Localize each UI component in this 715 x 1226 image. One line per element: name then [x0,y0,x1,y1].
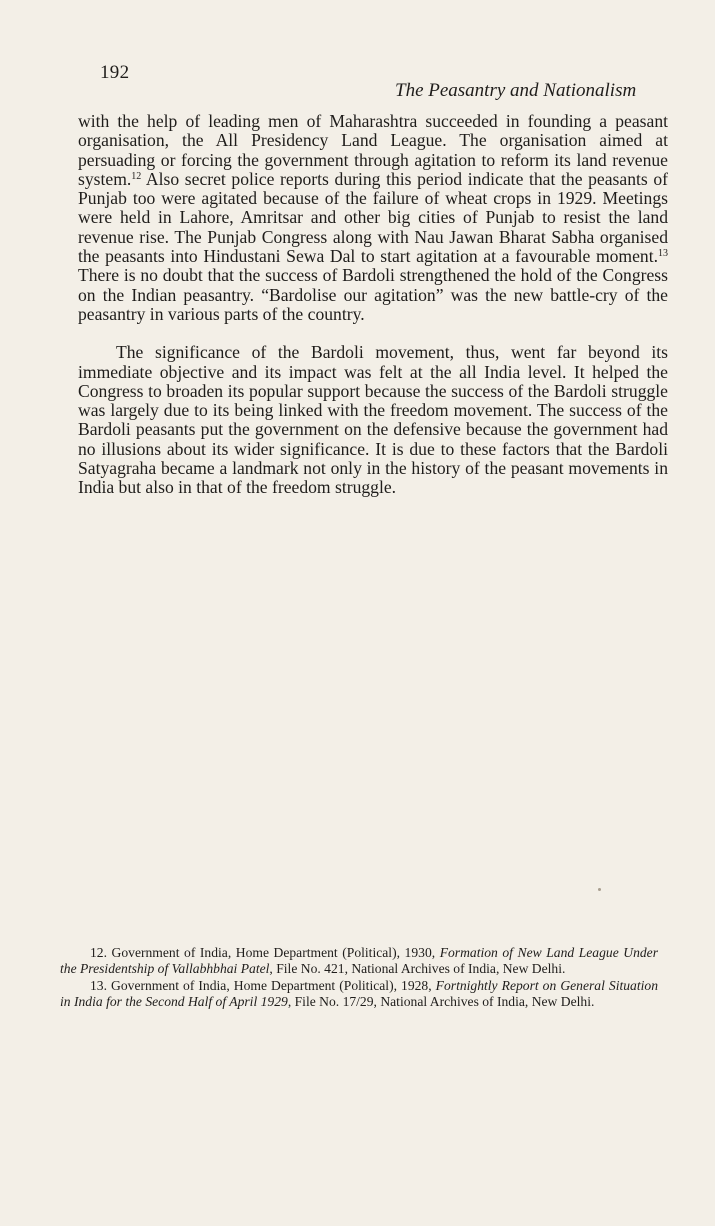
footnotes [60,945,658,1011]
footnote-12-tail: , File No. 421, National Archives of India, New Delhi. [269,961,566,977]
body-text [78,112,668,498]
paragraph-1 [78,112,668,324]
paragraph-1-part-b: Also secret police reports during this period indicate that the peasants of Punjab too were agitated because of the failure of wheat crops in 1929. Meetings were held in Lahore, Amritsar and other big cities of Punjab to resist the land revenue rise. The Punjab Congress along with Nau Jawan Bharat Sabha organised the peasants into Hindustani Sewa Dal to start agitation at a favourable moment. [78,168,668,267]
footnote-13 [60,978,658,1011]
paper-speck [598,888,601,891]
footnote-13-title: Fortnightly Report on General Situation in India for the Second Half of April 1929 [60,977,658,1010]
footnote-ref-13: 13 [658,248,668,260]
footnote-12-lead: 12. Government of India, Home Department (Political), 1930, [90,945,440,960]
page-number: 192 [100,62,130,83]
footnote-13-lead: 13. Government of India, Home Department (Political), 1928, [90,977,436,993]
footnote-ref-12: 12 [131,170,142,182]
footnote-12 [60,945,658,978]
paragraph-2: The significance of the Bardoli movement, thus, went far beyond its immediate objective and its impact was felt at the all India level. It helped the Congress to broaden its popular support because the success of the Bardoli struggle was largely due to its being linked with the freedom movement. The success of the Bardoli peasants put the government on the defensive because the government had no illusions about its wider significance. It is due to these factors that the Bardoli Satyagraha became a landmark not only in the history of the peasant movements in India but also in that of the freedom struggle. [78,342,668,498]
running-head-title: The Peasantry and Nationalism [395,80,637,101]
footnote-13-tail: , File No. 17/29, National Archives of India, New Delhi. [287,994,595,1010]
footnote-12-title: Formation of New Land League Under the Presidentship of Vallabhbhai Patel [60,945,659,977]
paragraph-1-part-a: with the help of leading men of Maharashtra succeeded in founding a peasant organisation, the All Presidency Land League. The organisation aimed at persuading or forcing the government through agitation to reform its land revenue system. [78,111,668,189]
paragraph-1-part-c: There is no doubt that the success of Bardoli strengthened the hold of the Congress on the Indian peasantry. “Bardolise our agitation” was the new battle-cry of the peasantry in various parts of the country. [78,265,668,324]
